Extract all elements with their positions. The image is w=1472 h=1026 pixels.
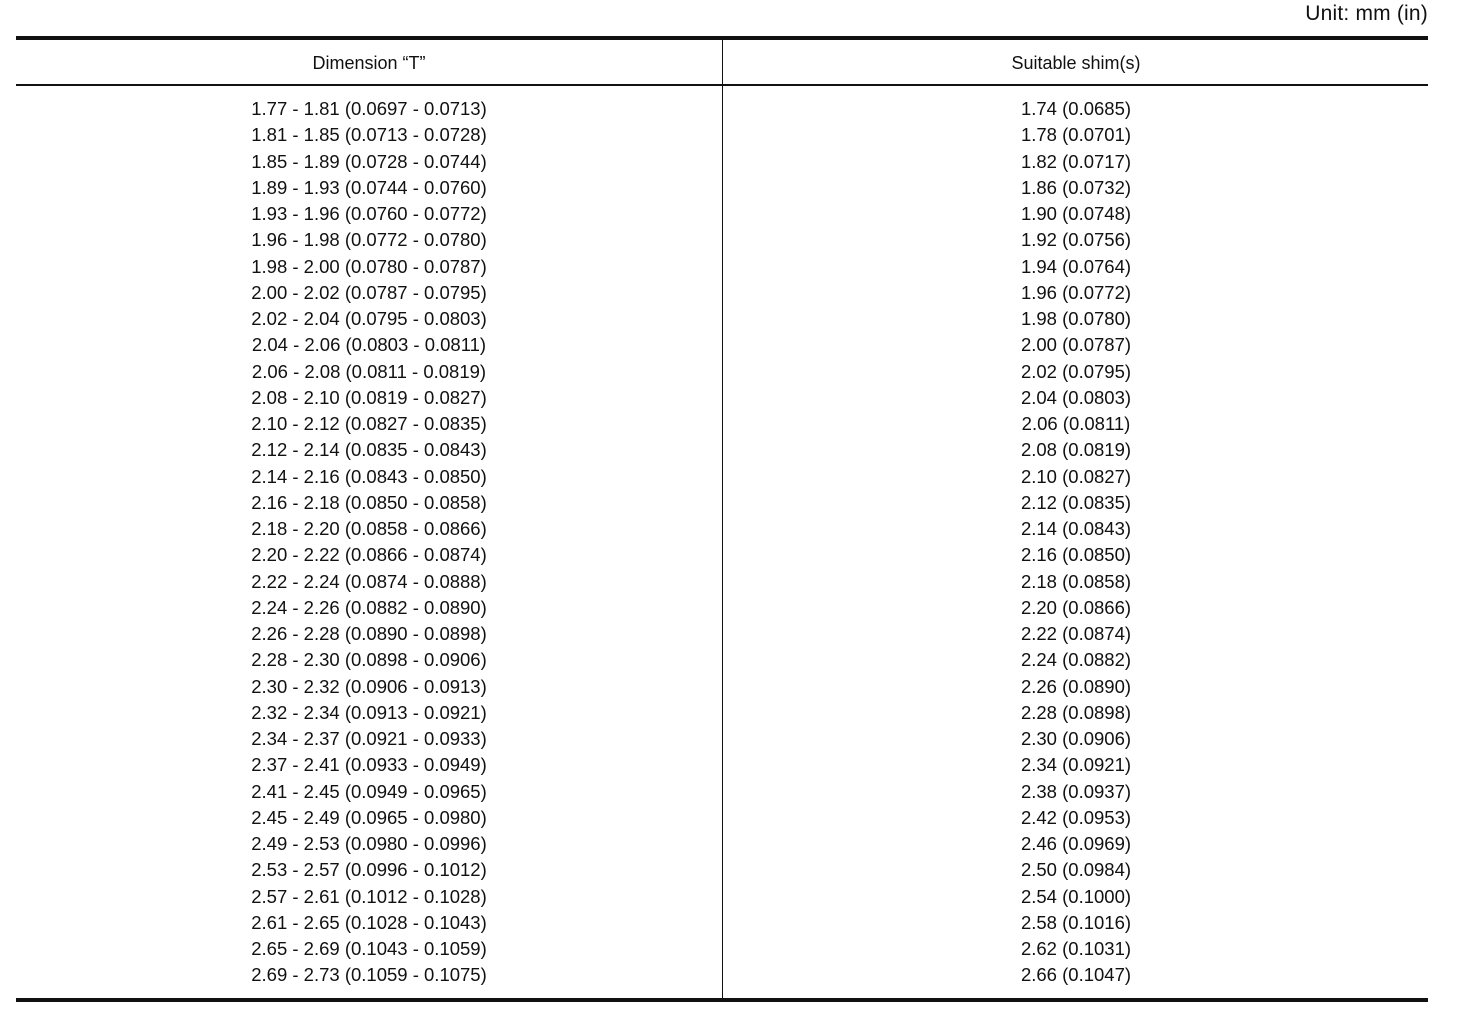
dimension-cell: 2.49 - 2.53 (0.0980 - 0.0996) [251,833,487,854]
shim-cell: 2.16 (0.0850) [1020,544,1132,566]
shim-cell: 2.12 (0.0835) [1020,491,1132,513]
shim-cell: 1.74 (0.0685) [1020,98,1132,119]
column-divider [722,40,723,998]
dimension-cell: 2.41 - 2.45 (0.0949 - 0.0965) [251,780,487,802]
shim-cell: 2.54 (0.1000) [1020,885,1132,907]
shim-cell: 2.00 (0.0787) [1020,334,1132,356]
shim-cell: 2.28 (0.0898) [1020,701,1132,723]
dimension-cell: 1.93 - 1.96 (0.0760 - 0.0772) [251,203,487,224]
shim-cell: 1.92 (0.0756) [1020,229,1132,251]
shim-cell: 2.38 (0.0937) [1020,780,1132,802]
dimension-column [16,96,722,989]
dimension-cell: 2.45 - 2.49 (0.0965 - 0.0980) [251,806,487,828]
shim-selection-table [16,36,1428,1006]
shim-cell: 2.26 (0.0890) [1020,675,1132,697]
table-bottom-rule [16,998,1428,1002]
shim-column [724,96,1428,989]
shim-cell: 1.94 (0.0764) [1020,255,1132,277]
shim-cell: 2.30 (0.0906) [1020,728,1132,749]
dimension-cell: 1.85 - 1.89 (0.0728 - 0.0744) [251,150,487,172]
shim-cell: 2.14 (0.0843) [1020,518,1132,539]
dimension-cell: 2.32 - 2.34 (0.0913 - 0.0921) [251,701,487,723]
shim-cell: 2.20 (0.0866) [1020,596,1132,618]
dimension-cell: 2.02 - 2.04 (0.0795 - 0.0803) [251,308,487,329]
dimension-cell: 2.14 - 2.16 (0.0843 - 0.0850) [251,465,487,487]
dimension-cell: 2.24 - 2.26 (0.0882 - 0.0890) [251,596,487,618]
dimension-cell: 2.61 - 2.65 (0.1028 - 0.1043) [251,911,487,933]
shim-cell: 2.02 (0.0795) [1020,360,1132,382]
shim-cell: 1.86 (0.0732) [1020,176,1132,198]
shim-cell: 2.08 (0.0819) [1020,439,1132,461]
shim-cell: 2.50 (0.0984) [1020,859,1132,881]
shim-cell: 2.24 (0.0882) [1020,649,1132,671]
dimension-cell: 2.06 - 2.08 (0.0811 - 0.0819) [251,360,487,382]
shim-cell: 2.04 (0.0803) [1020,386,1132,408]
shim-cell: 2.10 (0.0827) [1020,465,1132,487]
dimension-cell: 2.53 - 2.57 (0.0996 - 0.1012) [251,859,487,881]
dimension-cell: 2.00 - 2.02 (0.0787 - 0.0795) [251,281,487,303]
shim-cell: 1.96 (0.0772) [1020,281,1132,303]
dimension-cell: 2.20 - 2.22 (0.0866 - 0.0874) [251,544,487,566]
shim-column-header: Suitable shim(s) [1011,53,1141,73]
shim-cell: 2.66 (0.1047) [1020,964,1132,986]
dimension-cell: 2.16 - 2.18 (0.0850 - 0.0858) [251,491,487,513]
dimension-cell: 2.18 - 2.20 (0.0858 - 0.0866) [251,518,487,539]
dimension-cell: 2.08 - 2.10 (0.0819 - 0.0827) [251,386,487,408]
dimension-cell: 1.89 - 1.93 (0.0744 - 0.0760) [251,176,487,198]
dimension-cell: 1.81 - 1.85 (0.0713 - 0.0728) [251,124,487,146]
dimension-cell: 2.34 - 2.37 (0.0921 - 0.0933) [251,728,487,749]
shim-cell: 2.18 (0.0858) [1020,570,1132,592]
dimension-cell: 2.12 - 2.14 (0.0835 - 0.0843) [251,439,487,461]
shim-cell: 2.42 (0.0953) [1020,806,1132,828]
shim-cell: 2.62 (0.1031) [1020,938,1132,959]
shim-cell: 2.46 (0.0969) [1020,833,1132,854]
dimension-cell: 2.65 - 2.69 (0.1043 - 0.1059) [251,938,487,959]
dimension-cell: 2.04 - 2.06 (0.0803 - 0.0811) [251,334,487,356]
dimension-cell: 2.22 - 2.24 (0.0874 - 0.0888) [251,570,487,592]
dimension-cell: 1.77 - 1.81 (0.0697 - 0.0713) [251,98,487,119]
dimension-column-header: Dimension “T” [312,53,426,73]
dimension-cell: 2.26 - 2.28 (0.0890 - 0.0898) [251,623,487,644]
dimension-cell: 2.37 - 2.41 (0.0933 - 0.0949) [251,754,487,776]
dimension-cell: 2.30 - 2.32 (0.0906 - 0.0913) [251,675,487,697]
shim-cell: 2.22 (0.0874) [1020,623,1132,644]
dimension-cell: 2.69 - 2.73 (0.1059 - 0.1075) [251,964,487,986]
dimension-cell: 1.98 - 2.00 (0.0780 - 0.0787) [251,255,487,277]
shim-cell: 1.82 (0.0717) [1020,150,1132,172]
shim-cell: 2.06 (0.0811) [1021,413,1131,434]
shim-cell: 1.98 (0.0780) [1020,308,1132,329]
shim-cell: 1.78 (0.0701) [1020,124,1132,146]
dimension-cell: 2.57 - 2.61 (0.1012 - 0.1028) [251,885,487,907]
unit-label: Unit: mm (in) [1305,2,1428,25]
dimension-cell: 2.10 - 2.12 (0.0827 - 0.0835) [251,413,487,434]
shim-cell: 1.90 (0.0748) [1020,203,1132,224]
shim-cell: 2.58 (0.1016) [1020,911,1132,933]
dimension-cell: 2.28 - 2.30 (0.0898 - 0.0906) [251,649,487,671]
dimension-cell: 1.96 - 1.98 (0.0772 - 0.0780) [251,229,487,251]
shim-cell: 2.34 (0.0921) [1020,754,1132,776]
